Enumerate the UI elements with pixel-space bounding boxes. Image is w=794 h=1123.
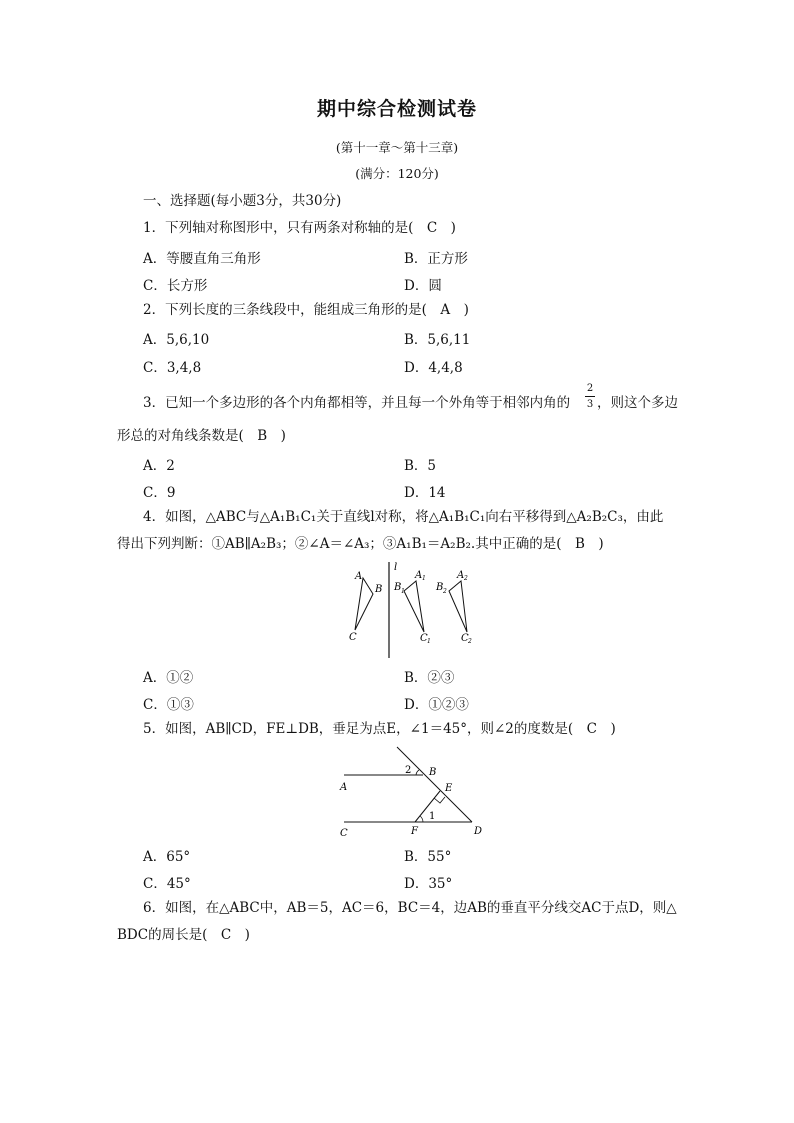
q1-option-d: D．圆: [404, 278, 442, 294]
q5-figure: [335, 742, 485, 840]
question-3-stem-line1: 3．已知一个多边形的各个内角都相等，并且每一个外角等于相邻内角的: [143, 395, 571, 411]
q5-option-b: B．55°: [404, 849, 452, 865]
label-b1-sub: 1: [401, 588, 405, 595]
triangle-abc: [355, 578, 373, 630]
q3-option-b: B．5: [404, 458, 437, 474]
question-6-stem-line2: BDC的周长是( C ): [117, 927, 250, 943]
label-1: 1: [429, 811, 436, 822]
triangle-a1b1c1: [404, 581, 424, 632]
question-1-stem: 1．下列轴对称图形中，只有两条对称轴的是( C ): [143, 220, 456, 236]
label-b2: B: [436, 582, 444, 593]
q1-option-b: B．正方形: [404, 251, 468, 267]
label-a2: A: [457, 570, 465, 581]
label-a: A: [340, 782, 348, 793]
line-fe: [415, 791, 440, 822]
q4-option-b: B．②③: [404, 670, 455, 686]
q3-option-c: C．9: [143, 485, 176, 501]
label-2: 2: [405, 765, 412, 776]
label-a1: A: [415, 570, 423, 581]
q2-option-d: D．4,4,8: [404, 360, 463, 376]
question-4-stem-line1: 4．如图，△ABC与△A₁B₁C₁关于直线l对称，将△A₁B₁C₁向右平移得到△A₂B₂C₃，由此: [143, 509, 664, 525]
q3-option-a: A．2: [143, 458, 175, 474]
q4-option-c: C．①③: [143, 697, 194, 713]
q2-option-c: C．3,4,8: [143, 360, 202, 376]
angle-1-arc: [420, 816, 423, 822]
q2-option-b: B．5,6,11: [404, 332, 471, 348]
q2-option-a: A．5,6,10: [143, 332, 210, 348]
q4-figure: [330, 560, 490, 660]
q1-option-a: A．等腰直角三角形: [143, 251, 261, 267]
q3-fraction-bar: [585, 396, 595, 397]
label-c1: C: [420, 633, 428, 644]
label-b: B: [429, 767, 437, 778]
question-5-stem: 5．如图，AB∥CD，FE⊥DB，垂足为点E，∠1＝45°，则∠2的度数是( C ): [143, 721, 616, 737]
total-score: (满分：120分): [355, 166, 439, 181]
label-d: D: [474, 826, 483, 837]
q3-fraction-numerator: 2: [586, 383, 594, 394]
q5-option-a: A．65°: [143, 849, 191, 865]
question-2-stem: 2．下列长度的三条线段中，能组成三角形的是( A ): [143, 302, 469, 318]
q1-option-c: C．长方形: [143, 278, 208, 294]
label-b: B: [375, 584, 383, 595]
label-c2-sub: 2: [468, 638, 472, 645]
label-l: l: [394, 562, 398, 573]
q4-option-d: D．①②③: [404, 697, 469, 713]
label-c: C: [340, 828, 348, 839]
label-f: F: [411, 826, 418, 837]
label-c2: C: [461, 633, 469, 644]
label-a1-sub: 1: [422, 575, 426, 582]
triangle-a2b2c2: [449, 581, 467, 632]
label-e: E: [445, 783, 453, 794]
q5-option-d: D．35°: [404, 876, 453, 892]
right-angle-mark: [434, 797, 445, 803]
question-4-stem-line2: 得出下列判断：①AB∥A₂B₃；②∠A＝∠A₃；③A₁B₁＝A₂B₂.其中正确的是( B ): [117, 536, 604, 552]
section-heading: 一、选择题(每小题3分，共30分): [143, 193, 342, 209]
q3-fraction-denominator: 3: [586, 399, 594, 410]
q4-option-a: A．①②: [143, 670, 194, 686]
label-a2-sub: 2: [464, 575, 468, 582]
chapter-scope: (第十一章～第十三章): [335, 140, 459, 155]
question-3-stem-line1-end: ，则这个多边: [597, 395, 678, 411]
page-title: 期中综合检测试卷: [316, 98, 477, 120]
question-3-stem-line2: 形总的对角线条数是( B ): [117, 428, 286, 444]
angle-2-arc: [416, 770, 419, 775]
label-b1: B: [394, 582, 402, 593]
label-a: A: [355, 571, 363, 582]
q5-option-c: C．45°: [143, 876, 191, 892]
label-c: C: [349, 632, 357, 643]
label-b2-sub: 2: [443, 588, 447, 595]
question-6-stem-line1: 6．如图，在△ABC中，AB＝5，AC＝6，BC＝4，边AB的垂直平分线交AC于点D，则△: [143, 900, 677, 916]
q3-option-d: D．14: [404, 485, 446, 501]
label-c1-sub: 1: [427, 638, 431, 645]
